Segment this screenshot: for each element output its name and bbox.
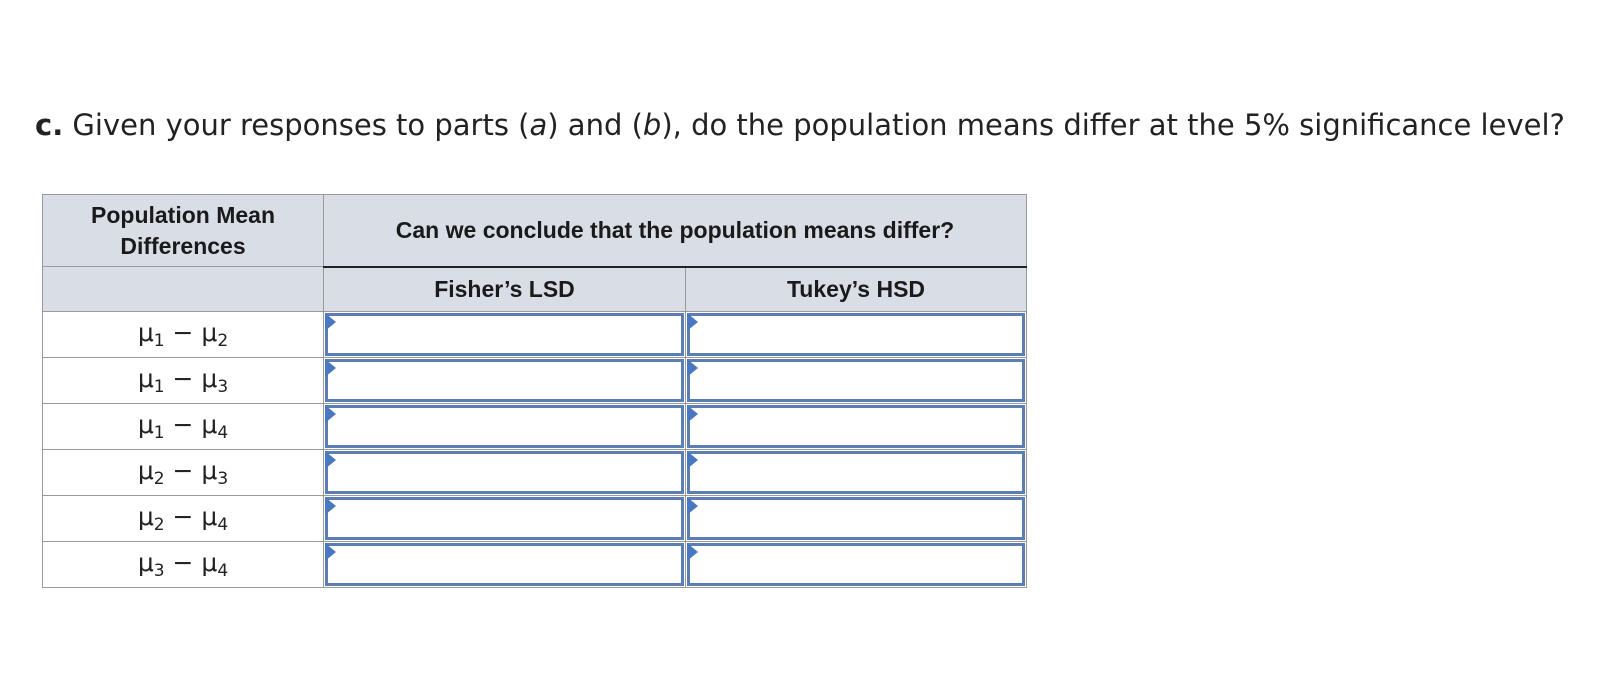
header-population-mean-differences bbox=[43, 195, 324, 267]
subheader-row bbox=[43, 267, 1027, 312]
dropdown-marker-icon bbox=[687, 497, 698, 515]
mu-subscript: 2 bbox=[153, 469, 165, 489]
mu-subscript: 2 bbox=[153, 515, 165, 535]
fisher-dropdown[interactable] bbox=[325, 359, 684, 402]
mu-symbol: μ bbox=[201, 502, 218, 531]
header-row bbox=[43, 195, 1027, 267]
minus-sign: − bbox=[164, 364, 202, 393]
minus-sign: − bbox=[164, 456, 202, 485]
mu-subscript: 2 bbox=[217, 331, 229, 351]
question-text-2: ) and ( bbox=[547, 108, 643, 142]
header-conclude-question: Can we conclude that the population means differ? bbox=[324, 195, 1027, 267]
fisher-cell bbox=[324, 358, 686, 404]
tukey-dropdown[interactable] bbox=[687, 451, 1025, 494]
mean-difference-label bbox=[43, 496, 324, 542]
dropdown-marker-icon bbox=[687, 451, 698, 469]
mu-symbol: μ bbox=[201, 456, 218, 485]
mu-symbol: μ bbox=[201, 548, 218, 577]
tukey-cell bbox=[686, 358, 1027, 404]
fisher-dropdown[interactable] bbox=[325, 451, 684, 494]
fisher-dropdown[interactable] bbox=[325, 497, 684, 540]
tukey-cell bbox=[686, 404, 1027, 450]
mu-subscript: 4 bbox=[217, 423, 229, 443]
table-row bbox=[43, 450, 1027, 496]
subheader-empty bbox=[43, 267, 324, 312]
mu-symbol: μ bbox=[137, 502, 154, 531]
table-row bbox=[43, 496, 1027, 542]
question-text bbox=[35, 108, 1565, 142]
header-left-label: Population Mean Differences bbox=[91, 201, 275, 259]
mu-subscript: 1 bbox=[153, 377, 165, 397]
table-row bbox=[43, 404, 1027, 450]
dropdown-marker-icon bbox=[687, 313, 698, 331]
table-row bbox=[43, 358, 1027, 404]
tukey-dropdown[interactable] bbox=[687, 359, 1025, 402]
dropdown-marker-icon bbox=[325, 313, 336, 331]
tukey-dropdown[interactable] bbox=[687, 313, 1025, 356]
answer-table bbox=[42, 194, 1027, 588]
mu-subscript: 4 bbox=[217, 515, 229, 535]
minus-sign: − bbox=[164, 318, 202, 347]
fisher-cell bbox=[324, 404, 686, 450]
mean-difference-label bbox=[43, 358, 324, 404]
minus-sign: − bbox=[164, 548, 202, 577]
tukey-dropdown[interactable] bbox=[687, 497, 1025, 540]
tukey-cell bbox=[686, 496, 1027, 542]
dropdown-marker-icon bbox=[325, 497, 336, 515]
dropdown-marker-icon bbox=[687, 405, 698, 423]
tukey-cell bbox=[686, 312, 1027, 358]
dropdown-marker-icon bbox=[687, 543, 698, 561]
mu-symbol: μ bbox=[137, 410, 154, 439]
mu-symbol: μ bbox=[201, 318, 218, 347]
column-tukey-hsd: Tukey’s HSD bbox=[686, 267, 1027, 312]
mu-symbol: μ bbox=[201, 364, 218, 393]
mu-symbol: μ bbox=[201, 410, 218, 439]
mu-symbol: μ bbox=[137, 456, 154, 485]
table-body bbox=[43, 312, 1027, 588]
table-row bbox=[43, 312, 1027, 358]
table-row bbox=[43, 542, 1027, 588]
fisher-dropdown[interactable] bbox=[325, 543, 684, 586]
question-text-1: Given your responses to parts ( bbox=[63, 108, 530, 142]
fisher-cell bbox=[324, 450, 686, 496]
mu-subscript: 3 bbox=[153, 561, 165, 581]
mu-symbol: μ bbox=[137, 364, 154, 393]
mu-symbol: μ bbox=[137, 548, 154, 577]
fisher-dropdown[interactable] bbox=[325, 405, 684, 448]
tukey-cell bbox=[686, 450, 1027, 496]
mu-symbol: μ bbox=[137, 318, 154, 347]
tukey-cell bbox=[686, 542, 1027, 588]
mu-subscript: 4 bbox=[217, 561, 229, 581]
mean-difference-label bbox=[43, 312, 324, 358]
part-b-ref: b bbox=[642, 108, 662, 142]
minus-sign: − bbox=[164, 502, 202, 531]
mu-subscript: 1 bbox=[153, 423, 165, 443]
part-label: c. bbox=[35, 108, 64, 142]
fisher-cell bbox=[324, 312, 686, 358]
dropdown-marker-icon bbox=[325, 543, 336, 561]
part-a-ref: a bbox=[529, 108, 548, 142]
mu-subscript: 3 bbox=[217, 377, 229, 397]
question-text-3: ), do the population means differ at the 5% significance level? bbox=[661, 108, 1565, 142]
mean-difference-label bbox=[43, 450, 324, 496]
mean-difference-label bbox=[43, 542, 324, 588]
tukey-dropdown[interactable] bbox=[687, 405, 1025, 448]
dropdown-marker-icon bbox=[325, 451, 336, 469]
column-fisher-lsd: Fisher’s LSD bbox=[324, 267, 686, 312]
fisher-dropdown[interactable] bbox=[325, 313, 684, 356]
mean-difference-label bbox=[43, 404, 324, 450]
fisher-cell bbox=[324, 496, 686, 542]
dropdown-marker-icon bbox=[687, 359, 698, 377]
tukey-dropdown[interactable] bbox=[687, 543, 1025, 586]
fisher-cell bbox=[324, 542, 686, 588]
dropdown-marker-icon bbox=[325, 359, 336, 377]
mu-subscript: 3 bbox=[217, 469, 229, 489]
mu-subscript: 1 bbox=[153, 331, 165, 351]
minus-sign: − bbox=[164, 410, 202, 439]
dropdown-marker-icon bbox=[325, 405, 336, 423]
